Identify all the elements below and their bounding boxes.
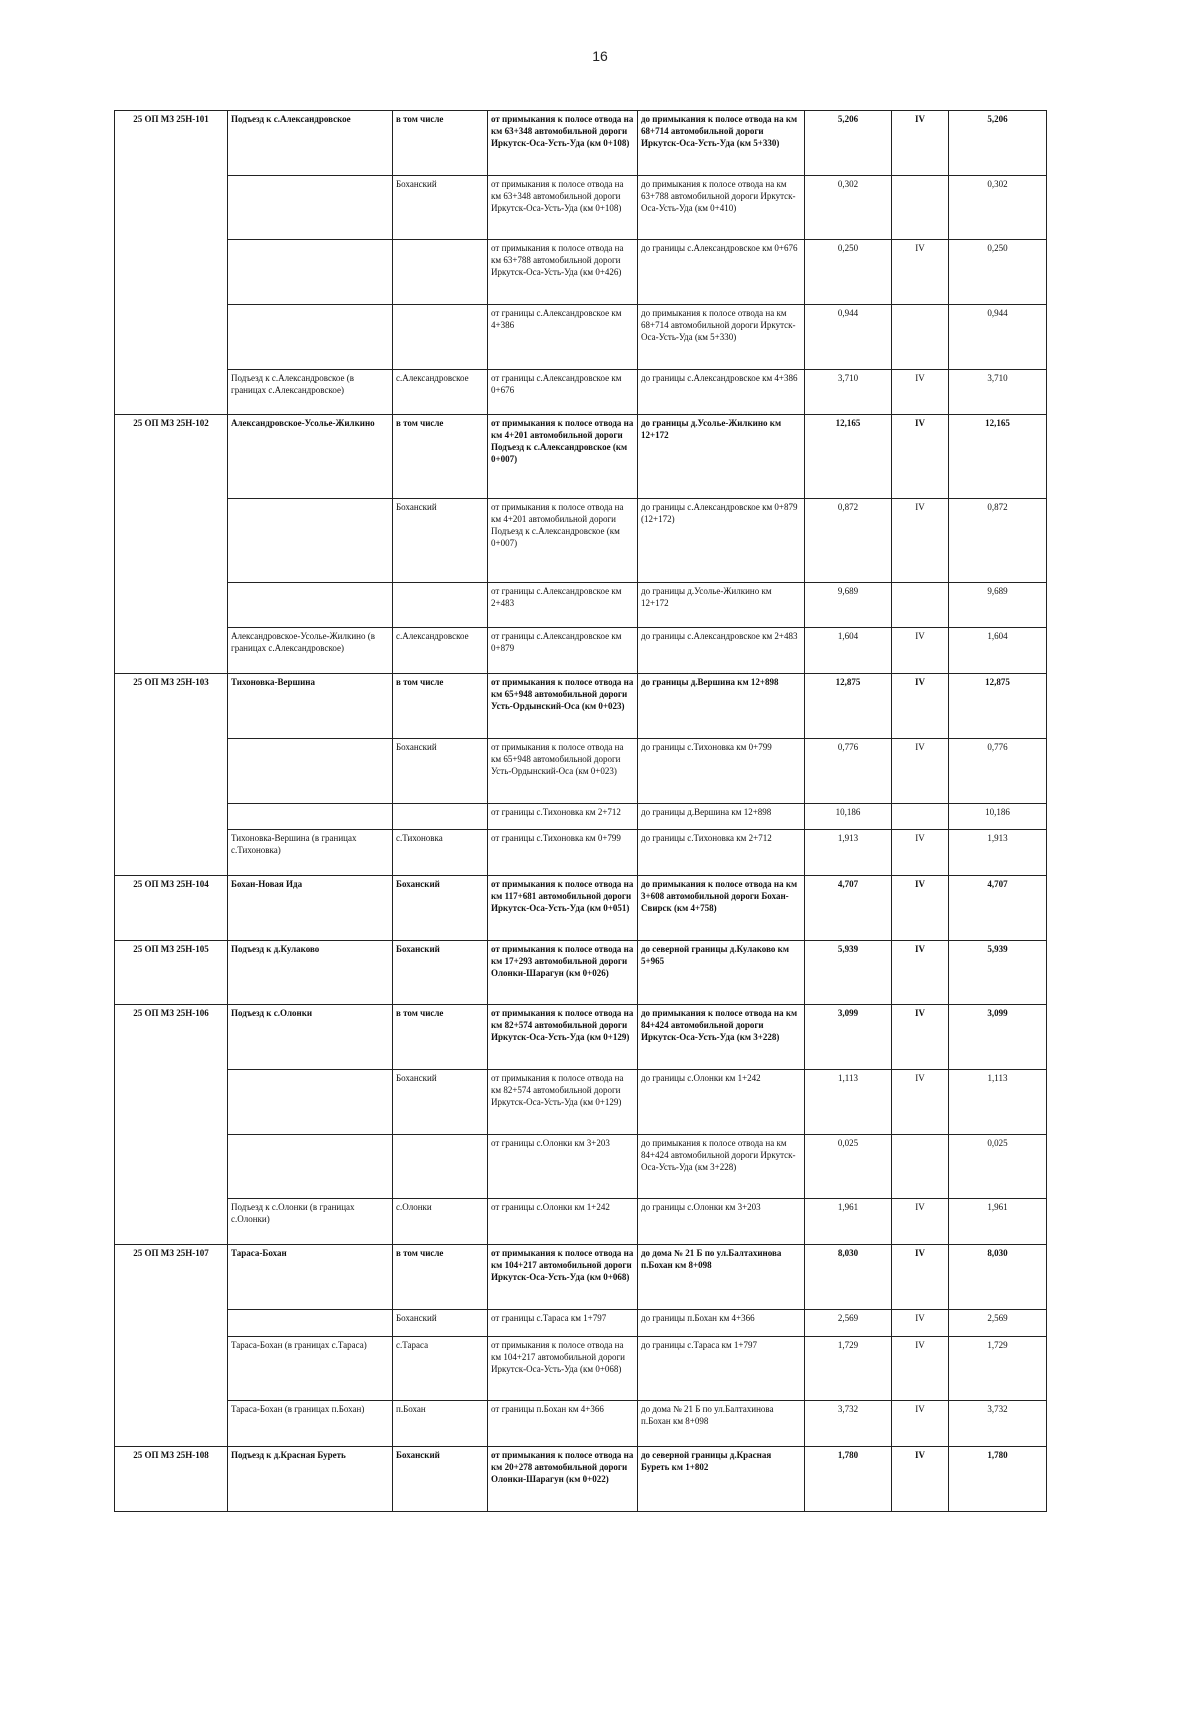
road-name-cell: Тараса-Бохан (в границах п.Бохан) <box>228 1401 393 1447</box>
total-length-cell: 5,206 <box>949 111 1047 176</box>
length-cell: 0,944 <box>805 305 892 370</box>
total-length-cell: 1,113 <box>949 1070 1047 1135</box>
location-cell: Боханский <box>393 499 488 583</box>
to-cell: до границы с.Тараса км 1+797 <box>638 1336 805 1401</box>
total-length-cell: 9,689 <box>949 582 1047 628</box>
location-cell: п.Бохан <box>393 1401 488 1447</box>
category-cell: IV <box>892 738 949 803</box>
road-name-cell <box>228 175 393 240</box>
table-row <box>115 305 1047 370</box>
total-length-cell: 0,302 <box>949 175 1047 240</box>
from-cell: от примыкания к полосе отвода на км 63+348 автомобильной дороги Иркутск-Оса-Усть-Уда (км 0+108) <box>488 175 638 240</box>
road-name-cell: Тараса-Бохан (в границах с.Тараса) <box>228 1336 393 1401</box>
from-cell: от границы с.Тараса км 1+797 <box>488 1309 638 1336</box>
to-cell: до границы п.Бохан км 4+366 <box>638 1309 805 1336</box>
category-cell: IV <box>892 1309 949 1336</box>
to-cell: до границы д.Усолье-Жилкино км 12+172 <box>638 582 805 628</box>
road-name-cell: Александровское-Усолье-Жилкино <box>228 415 393 499</box>
location-cell: Боханский <box>393 940 488 1005</box>
to-cell: до примыкания к полосе отвода на км 68+714 автомобильной дороги Иркутск-Оса-Усть-Уда (км 5+330) <box>638 305 805 370</box>
table-row <box>115 499 1047 583</box>
road-name-cell <box>228 1070 393 1135</box>
from-cell: от границы с.Александровское км 4+386 <box>488 305 638 370</box>
location-cell: Боханский <box>393 876 488 941</box>
road-name-cell <box>228 1134 393 1199</box>
category-cell <box>892 1134 949 1199</box>
from-cell: от примыкания к полосе отвода на км 104+217 автомобильной дороги Иркутск-Оса-Усть-Уда (км 0+068) <box>488 1336 638 1401</box>
length-cell: 1,780 <box>805 1447 892 1512</box>
to-cell: до границы с.Александровское км 2+483 <box>638 628 805 674</box>
road-name-cell: Подъезд к с.Олонки <box>228 1005 393 1070</box>
location-cell: Боханский <box>393 175 488 240</box>
from-cell: от примыкания к полосе отвода на км 20+278 автомобильной дороги Олонки-Шарагун (км 0+022) <box>488 1447 638 1512</box>
to-cell: до границы с.Александровское км 0+879 (12+172) <box>638 499 805 583</box>
roads-table-body <box>115 111 1047 1512</box>
category-cell <box>892 582 949 628</box>
from-cell: от примыкания к полосе отвода на км 4+201 автомобильной дороги Подъезд к с.Александровское (км 0+007) <box>488 415 638 499</box>
to-cell: до примыкания к полосе отвода на км 84+424 автомобильной дороги Иркутск-Оса-Усть-Уда (км 3+228) <box>638 1005 805 1070</box>
category-cell: IV <box>892 240 949 305</box>
road-name-cell: Тихоновка-Вершина <box>228 674 393 739</box>
location-cell: Боханский <box>393 1309 488 1336</box>
category-cell: IV <box>892 1005 949 1070</box>
road-name-cell: Бохан-Новая Ида <box>228 876 393 941</box>
length-cell: 12,875 <box>805 674 892 739</box>
location-cell: в том числе <box>393 1245 488 1310</box>
table-row <box>115 175 1047 240</box>
location-cell: с.Александровское <box>393 628 488 674</box>
location-cell: в том числе <box>393 1005 488 1070</box>
category-cell: IV <box>892 1070 949 1135</box>
road-name-cell: Подъезд к д.Красная Буреть <box>228 1447 393 1512</box>
from-cell: от границы с.Олонки км 1+242 <box>488 1199 638 1245</box>
length-cell: 1,113 <box>805 1070 892 1135</box>
length-cell: 1,729 <box>805 1336 892 1401</box>
from-cell: от границы с.Александровское км 0+676 <box>488 369 638 415</box>
total-length-cell: 3,710 <box>949 369 1047 415</box>
location-cell: с.Тихоновка <box>393 830 488 876</box>
road-code-cell: 25 ОП МЗ 25Н-106 <box>115 1005 228 1245</box>
total-length-cell: 0,776 <box>949 738 1047 803</box>
table-row <box>115 1199 1047 1245</box>
to-cell: до примыкания к полосе отвода на км 84+424 автомобильной дороги Иркутск-Оса-Усть-Уда (км 3+228) <box>638 1134 805 1199</box>
road-name-cell: Подъезд к с.Олонки (в границах с.Олонки) <box>228 1199 393 1245</box>
category-cell: IV <box>892 674 949 739</box>
to-cell: до дома № 21 Б по ул.Балтахинова п.Бохан км 8+098 <box>638 1245 805 1310</box>
length-cell: 5,939 <box>805 940 892 1005</box>
road-name-cell <box>228 305 393 370</box>
from-cell: от границы с.Александровское км 2+483 <box>488 582 638 628</box>
table-row <box>115 876 1047 941</box>
total-length-cell: 3,732 <box>949 1401 1047 1447</box>
total-length-cell: 1,913 <box>949 830 1047 876</box>
category-cell <box>892 803 949 830</box>
length-cell: 8,030 <box>805 1245 892 1310</box>
road-code-cell: 25 ОП МЗ 25Н-108 <box>115 1447 228 1512</box>
location-cell: в том числе <box>393 674 488 739</box>
to-cell: до примыкания к полосе отвода на км 63+788 автомобильной дороги Иркутск-Оса-Усть-Уда (км 0+410) <box>638 175 805 240</box>
from-cell: от границы с.Тихоновка км 0+799 <box>488 830 638 876</box>
category-cell: IV <box>892 830 949 876</box>
from-cell: от примыкания к полосе отвода на км 4+201 автомобильной дороги Подъезд к с.Александровское (км 0+007) <box>488 499 638 583</box>
from-cell: от границы с.Олонки км 3+203 <box>488 1134 638 1199</box>
table-row <box>115 1245 1047 1310</box>
from-cell: от границы с.Александровское км 0+879 <box>488 628 638 674</box>
location-cell: Боханский <box>393 1447 488 1512</box>
category-cell: IV <box>892 499 949 583</box>
length-cell: 0,302 <box>805 175 892 240</box>
length-cell: 10,186 <box>805 803 892 830</box>
from-cell: от примыкания к полосе отвода на км 65+948 автомобильной дороги Усть-Ордынский-Оса (км 0+023) <box>488 674 638 739</box>
category-cell: IV <box>892 940 949 1005</box>
from-cell: от примыкания к полосе отвода на км 104+217 автомобильной дороги Иркутск-Оса-Усть-Уда (км 0+068) <box>488 1245 638 1310</box>
to-cell: до северной границы д.Кулаково км 5+965 <box>638 940 805 1005</box>
total-length-cell: 1,961 <box>949 1199 1047 1245</box>
to-cell: до границы д.Вершина км 12+898 <box>638 674 805 739</box>
from-cell: от примыкания к полосе отвода на км 17+293 автомобильной дороги Олонки-Шарагун (км 0+026) <box>488 940 638 1005</box>
road-code-cell: 25 ОП МЗ 25Н-104 <box>115 876 228 941</box>
road-code-cell: 25 ОП МЗ 25Н-101 <box>115 111 228 415</box>
length-cell: 0,776 <box>805 738 892 803</box>
total-length-cell: 1,729 <box>949 1336 1047 1401</box>
length-cell: 0,250 <box>805 240 892 305</box>
road-name-cell <box>228 738 393 803</box>
category-cell: IV <box>892 369 949 415</box>
from-cell: от границы п.Бохан км 4+366 <box>488 1401 638 1447</box>
total-length-cell: 1,780 <box>949 1447 1047 1512</box>
category-cell: IV <box>892 1245 949 1310</box>
table-row <box>115 628 1047 674</box>
length-cell: 1,604 <box>805 628 892 674</box>
length-cell: 5,206 <box>805 111 892 176</box>
table-row <box>115 240 1047 305</box>
length-cell: 3,099 <box>805 1005 892 1070</box>
table-row <box>115 1309 1047 1336</box>
category-cell: IV <box>892 415 949 499</box>
length-cell: 9,689 <box>805 582 892 628</box>
from-cell: от примыкания к полосе отвода на км 63+348 автомобильной дороги Иркутск-Оса-Усть-Уда (км 0+108) <box>488 111 638 176</box>
total-length-cell: 2,569 <box>949 1309 1047 1336</box>
total-length-cell: 4,707 <box>949 876 1047 941</box>
location-cell: в том числе <box>393 415 488 499</box>
to-cell: до границы д.Вершина км 12+898 <box>638 803 805 830</box>
table-row <box>115 674 1047 739</box>
location-cell <box>393 1134 488 1199</box>
total-length-cell: 0,025 <box>949 1134 1047 1199</box>
length-cell: 1,913 <box>805 830 892 876</box>
total-length-cell: 0,872 <box>949 499 1047 583</box>
page-number: 16 <box>592 48 608 64</box>
location-cell: с.Тараса <box>393 1336 488 1401</box>
table-row <box>115 582 1047 628</box>
road-name-cell: Подъезд к с.Александровское (в границах с.Александровское) <box>228 369 393 415</box>
length-cell: 0,872 <box>805 499 892 583</box>
category-cell <box>892 175 949 240</box>
road-name-cell <box>228 1309 393 1336</box>
road-name-cell: Подъезд к д.Кулаково <box>228 940 393 1005</box>
table-row <box>115 415 1047 499</box>
location-cell <box>393 803 488 830</box>
location-cell: с.Александровское <box>393 369 488 415</box>
road-code-cell: 25 ОП МЗ 25Н-103 <box>115 674 228 876</box>
location-cell <box>393 305 488 370</box>
location-cell: Боханский <box>393 1070 488 1135</box>
table-row <box>115 1401 1047 1447</box>
roads-table <box>114 110 1047 1512</box>
total-length-cell: 0,944 <box>949 305 1047 370</box>
location-cell: Боханский <box>393 738 488 803</box>
location-cell: в том числе <box>393 111 488 176</box>
from-cell: от примыкания к полосе отвода на км 65+948 автомобильной дороги Усть-Ордынский-Оса (км 0+023) <box>488 738 638 803</box>
from-cell: от примыкания к полосе отвода на км 82+574 автомобильной дороги Иркутск-Оса-Усть-Уда (км 0+129) <box>488 1005 638 1070</box>
category-cell: IV <box>892 1336 949 1401</box>
length-cell: 3,732 <box>805 1401 892 1447</box>
to-cell: до дома № 21 Б по ул.Балтахинова п.Бохан км 8+098 <box>638 1401 805 1447</box>
table-row <box>115 1134 1047 1199</box>
road-code-cell: 25 ОП МЗ 25Н-105 <box>115 940 228 1005</box>
to-cell: до границы с.Тихоновка км 0+799 <box>638 738 805 803</box>
length-cell: 12,165 <box>805 415 892 499</box>
road-name-cell: Александровское-Усолье-Жилкино (в границах с.Александровское) <box>228 628 393 674</box>
length-cell: 3,710 <box>805 369 892 415</box>
road-name-cell: Тараса-Бохан <box>228 1245 393 1310</box>
category-cell: IV <box>892 876 949 941</box>
to-cell: до границы с.Александровское км 0+676 <box>638 240 805 305</box>
category-cell: IV <box>892 1447 949 1512</box>
road-name-cell <box>228 582 393 628</box>
total-length-cell: 12,165 <box>949 415 1047 499</box>
category-cell: IV <box>892 111 949 176</box>
location-cell <box>393 240 488 305</box>
to-cell: до границы с.Олонки км 3+203 <box>638 1199 805 1245</box>
to-cell: до границы с.Тихоновка км 2+712 <box>638 830 805 876</box>
category-cell: IV <box>892 1401 949 1447</box>
to-cell: до границы с.Александровское км 4+386 <box>638 369 805 415</box>
road-code-cell: 25 ОП МЗ 25Н-102 <box>115 415 228 674</box>
to-cell: до примыкания к полосе отвода на км 3+608 автомобильной дороги Бохан-Свирск (км 4+758) <box>638 876 805 941</box>
to-cell: до примыкания к полосе отвода на км 68+714 автомобильной дороги Иркутск-Оса-Усть-Уда (км 5+330) <box>638 111 805 176</box>
category-cell: IV <box>892 628 949 674</box>
table-row <box>115 830 1047 876</box>
location-cell: с.Олонки <box>393 1199 488 1245</box>
total-length-cell: 3,099 <box>949 1005 1047 1070</box>
category-cell: IV <box>892 1199 949 1245</box>
road-name-cell <box>228 803 393 830</box>
table-row <box>115 1336 1047 1401</box>
total-length-cell: 12,875 <box>949 674 1047 739</box>
table-row <box>115 940 1047 1005</box>
length-cell: 1,961 <box>805 1199 892 1245</box>
table-row <box>115 111 1047 176</box>
table-row <box>115 1447 1047 1512</box>
road-name-cell <box>228 240 393 305</box>
length-cell: 0,025 <box>805 1134 892 1199</box>
road-name-cell: Тихоновка-Вершина (в границах с.Тихоновка) <box>228 830 393 876</box>
from-cell: от примыкания к полосе отвода на км 63+788 автомобильной дороги Иркутск-Оса-Усть-Уда (км 0+426) <box>488 240 638 305</box>
to-cell: до границы д.Усолье-Жилкино км 12+172 <box>638 415 805 499</box>
total-length-cell: 1,604 <box>949 628 1047 674</box>
total-length-cell: 0,250 <box>949 240 1047 305</box>
table-row <box>115 1070 1047 1135</box>
road-name-cell: Подъезд к с.Александровское <box>228 111 393 176</box>
total-length-cell: 8,030 <box>949 1245 1047 1310</box>
length-cell: 2,569 <box>805 1309 892 1336</box>
total-length-cell: 5,939 <box>949 940 1047 1005</box>
road-name-cell <box>228 499 393 583</box>
to-cell: до границы с.Олонки км 1+242 <box>638 1070 805 1135</box>
total-length-cell: 10,186 <box>949 803 1047 830</box>
location-cell <box>393 582 488 628</box>
length-cell: 4,707 <box>805 876 892 941</box>
to-cell: до северной границы д.Красная Буреть км 1+802 <box>638 1447 805 1512</box>
category-cell <box>892 305 949 370</box>
from-cell: от границы с.Тихоновка км 2+712 <box>488 803 638 830</box>
from-cell: от примыкания к полосе отвода на км 117+681 автомобильной дороги Иркутск-Оса-Усть-Уда (км 0+051) <box>488 876 638 941</box>
from-cell: от примыкания к полосе отвода на км 82+574 автомобильной дороги Иркутск-Оса-Усть-Уда (км 0+129) <box>488 1070 638 1135</box>
table-row <box>115 369 1047 415</box>
table-row <box>115 738 1047 803</box>
table-row <box>115 803 1047 830</box>
road-code-cell: 25 ОП МЗ 25Н-107 <box>115 1245 228 1447</box>
table-row <box>115 1005 1047 1070</box>
